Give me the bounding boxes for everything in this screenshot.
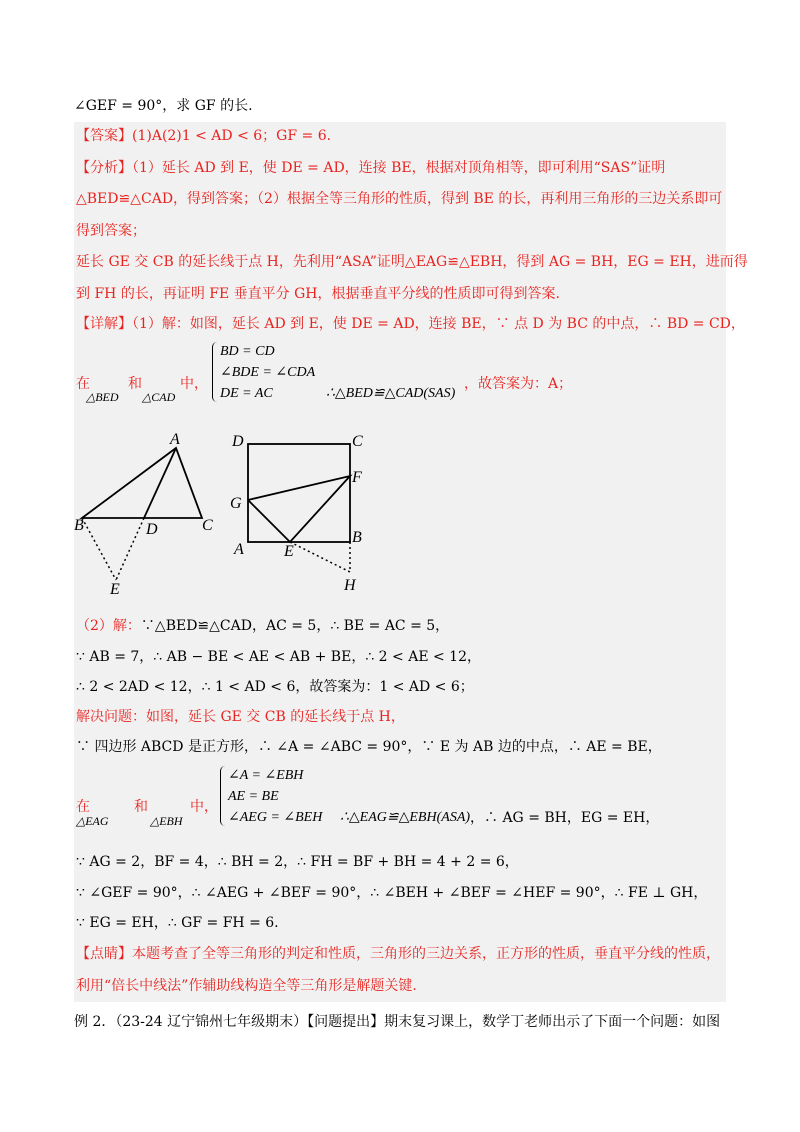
label-f: F	[352, 469, 362, 486]
label-c: C	[202, 517, 213, 534]
triangle-gef	[248, 476, 350, 542]
sys1-answer: ，故答案为：A；	[464, 376, 573, 392]
detail-line-1	[76, 314, 745, 334]
detail-text-1: （1）解：如图，延长 AD 到 E，使 DE = AD，连接 BE，∵ 点 D 为 BC 的中点，∴ BD = CD，	[132, 316, 745, 332]
sys1-eq-2: ∠BDE = ∠CDA	[220, 365, 316, 380]
sys2-eq-2: AE = BE	[228, 789, 279, 804]
sys1-result: ∴△BED≌△CAD(SAS)	[326, 386, 456, 401]
answer-body: (1)A(2)1 < AD < 6；GF = 6.	[132, 128, 332, 144]
sys1-and: 和	[128, 376, 142, 392]
sys1-triangle-2: △CAD	[142, 390, 176, 404]
sys2-eq-3: ∠AEG = ∠BEH	[228, 810, 323, 825]
analysis-line-1	[76, 158, 665, 178]
analysis-line-2: △BED≌△CAD，得到答案；（2）根据全等三角形的性质，得到 BE 的长，再利用三角形的三边关系即可	[76, 191, 723, 207]
sys1-eq-3: DE = AC	[220, 386, 273, 401]
part2-line-3: ∴ 2 < 2AD < 12，∴ 1 < AD < 6，故答案为：1 < AD < 6；	[76, 679, 474, 695]
analysis-tag: 【分析】	[76, 160, 132, 176]
answer-line	[76, 126, 331, 146]
solve-line-1: 解决问题：如图，延长 GE 交 CB 的延长线于点 H，	[76, 709, 405, 725]
analysis-line-3: 得到答案；	[76, 223, 146, 239]
note-line-2: 利用“倍长中线法”作辅助线构造全等三角形是解题关键.	[76, 978, 417, 994]
label-a: A	[170, 432, 180, 448]
sys2-brace	[220, 766, 225, 826]
sys1-brace	[212, 342, 217, 402]
analysis-line-5: 到 FH 的长，再证明 FE 垂直平分 GH，根据垂直平分线的性质即可得到答案.	[76, 286, 560, 302]
label-d: D	[232, 433, 244, 450]
figure-square-svg	[230, 432, 368, 594]
median-ad	[144, 448, 176, 518]
sys2-in: 在	[76, 799, 90, 815]
part2-text-1: ∵△BED≌△CAD，AC = 5，∴ BE = AC = 5，	[140, 618, 450, 634]
sys2-mid: 中，	[190, 799, 218, 815]
sys2-eq-1: ∠A = ∠EBH	[228, 768, 304, 783]
dashed-de	[116, 518, 144, 580]
sys2-triangle-2: △EBH	[150, 814, 183, 828]
label-b: B	[352, 529, 362, 546]
note-tag: 【点睛】	[76, 946, 132, 962]
problem-tail: ∠GEF = 90°，求 GF 的长.	[74, 98, 253, 114]
label-b: B	[74, 517, 84, 534]
sys2-tail: ，∴ AG = BH，EG = EH，	[470, 810, 660, 826]
figure-triangle	[74, 432, 214, 594]
dashed-eh	[290, 542, 350, 572]
answer-tag: 【答案】	[76, 128, 132, 144]
part2-line-1	[76, 616, 449, 636]
part2-line-2: ∵ AB = 7，∴ AB − BE < AE < AB + BE，∴ 2 < AE < 12，	[76, 649, 481, 665]
label-e: E	[110, 581, 120, 594]
example-2-heading: 例 2．（23-24 辽宁锦州七年级期末）【问题提出】期末复习课上，数学丁老师出示了下面一个问题：如图	[74, 1014, 721, 1030]
analysis-line-4: 延长 GE 交 CB 的延长线于点 H，先利用“ASA”证明△EAG≌△EBH，得到 AG = BH，EG = EH，进而得	[76, 254, 748, 270]
step-line-4: ∵ ∠GEF = 90°，∴ ∠AEG + ∠BEF = 90°，∴ ∠BEH + ∠BEF = ∠HEF = 90°，∴ FE ⊥ GH，	[76, 885, 708, 901]
sys2-and: 和	[134, 799, 148, 815]
sys1-mid: 中，	[180, 376, 208, 392]
sys2-triangle-1: △EAG	[76, 814, 109, 828]
label-a: A	[234, 541, 244, 558]
analysis-text-1: （1）延长 AD 到 E，使 DE = AD，连接 BE，根据对顶角相等，即可利用“SAS”证明	[132, 160, 666, 176]
sys1-eq-1: BD = CD	[220, 344, 275, 359]
solve-line-2: ∵ 四边形 ABCD 是正方形，∴ ∠A = ∠ABC = 90°，∵ E 为 AB 边的中点，∴ AE = BE，	[76, 739, 662, 755]
label-g: G	[230, 495, 242, 512]
figure-triangle-svg	[74, 432, 214, 594]
sys1-triangle-1: △BED	[86, 390, 119, 404]
part2-tag: （2）解：	[76, 618, 141, 634]
step-line-5: ∵ EG = EH，∴ GF = FH = 6.	[76, 915, 279, 931]
label-d: D	[146, 521, 158, 538]
note-text-1: 本题考查了全等三角形的判定和性质，三角形的三边关系，正方形的性质，垂直平分线的性质，	[132, 946, 720, 962]
sys1-in: 在	[76, 376, 90, 392]
dashed-be	[82, 518, 116, 580]
step-line-3: ∵ AG = 2，BF = 4，∴ BH = 2，∴ FH = BF + BH = 4 + 2 = 6，	[76, 854, 519, 870]
label-c: C	[352, 433, 363, 450]
detail-tag: 【详解】	[76, 316, 132, 332]
label-h: H	[344, 577, 356, 594]
figure-square	[230, 432, 368, 594]
triangle-abc	[82, 448, 202, 518]
sys2-result: ∴△EAG≌△EBH(ASA)	[340, 810, 471, 825]
note-line-1	[76, 944, 720, 964]
label-e: E	[284, 543, 294, 560]
